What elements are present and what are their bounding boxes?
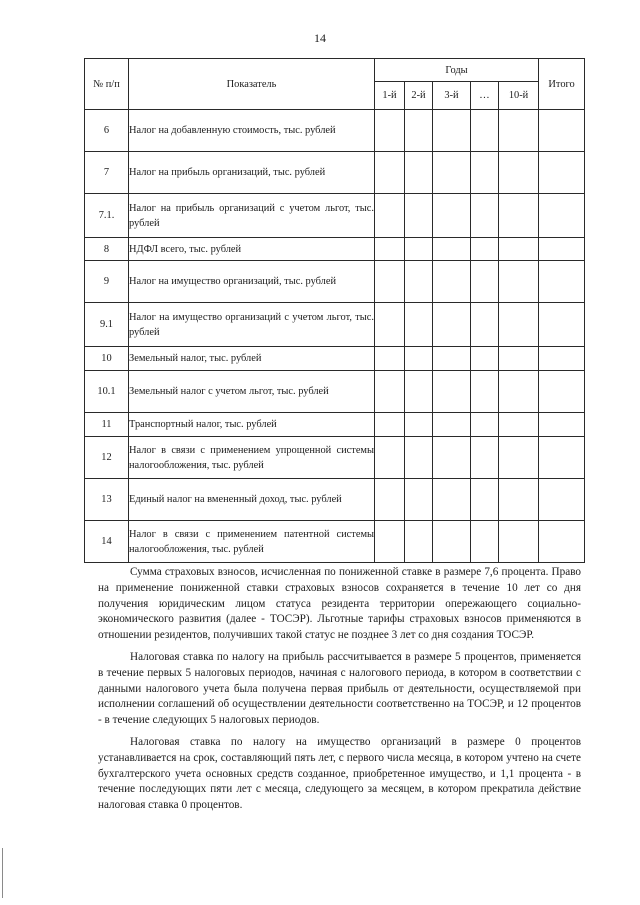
value-cell — [433, 238, 471, 261]
total-cell — [539, 521, 585, 563]
value-cell — [499, 371, 539, 413]
year-header-1: 1-й — [375, 82, 405, 110]
value-cell — [471, 110, 499, 152]
total-cell — [539, 261, 585, 303]
value-cell — [375, 261, 405, 303]
value-cell — [499, 303, 539, 347]
year-header-ellipsis: … — [471, 82, 499, 110]
value-cell — [405, 152, 433, 194]
value-cell — [433, 479, 471, 521]
indicator-label: Транспортный налог, тыс. рублей — [129, 413, 375, 437]
value-cell — [499, 194, 539, 238]
tax-indicators-table — [84, 58, 585, 563]
row-number: 13 — [85, 479, 129, 521]
paragraph-profit-tax-rate: Налоговая ставка по налогу на прибыль рассчитывается в размере 5 процентов, применяется в течение первых 5 налоговых периодов, начиная с налогового периода, в котором в соответствии с данными налогового учета была получена первая прибыль от деятельности, осуществляемой при исполнении соглашений об осуществлении деятельности соответственно на ТОСЭР, и 12 процентов - в течение следующих 5 налоговых периодов. — [98, 650, 581, 727]
total-cell — [539, 194, 585, 238]
value-cell — [433, 347, 471, 371]
value-cell — [405, 261, 433, 303]
value-cell — [471, 371, 499, 413]
total-column-header: Итого — [539, 59, 585, 110]
value-cell — [433, 437, 471, 479]
value-cell — [499, 152, 539, 194]
row-number: 11 — [85, 413, 129, 437]
value-cell — [499, 437, 539, 479]
page-number: 14 — [314, 31, 326, 45]
value-cell — [499, 238, 539, 261]
value-cell — [405, 413, 433, 437]
value-cell — [471, 238, 499, 261]
row-number: 14 — [85, 521, 129, 563]
table-row — [85, 413, 585, 437]
table-row — [85, 437, 585, 479]
num-column-header: № п/п — [85, 59, 129, 110]
value-cell — [433, 110, 471, 152]
year-header-10: 10-й — [499, 82, 539, 110]
value-cell — [471, 303, 499, 347]
value-cell — [375, 347, 405, 371]
value-cell — [471, 413, 499, 437]
value-cell — [375, 437, 405, 479]
total-cell — [539, 152, 585, 194]
indicator-label: Налог в связи с применением упрощенной системы налогообложения, тыс. рублей — [129, 437, 375, 479]
value-cell — [405, 110, 433, 152]
value-cell — [471, 521, 499, 563]
value-cell — [433, 413, 471, 437]
value-cell — [405, 479, 433, 521]
paragraph-insurance-contributions: Сумма страховых взносов, исчисленная по пониженной ставке в размере 7,6 процента. Право на применение пониженной ставки страховых взносов сохраняется в течение 10 лет со дня получения юридическим лицом статуса резидента территории опережающего социально-экономического развития (далее - ТОСЭР). Льготные тарифы страховых взносов применяются в отношении резидентов, получивших такой статус не позднее 3 лет со дня создания ТОСЭР. — [98, 566, 581, 642]
table-row — [85, 261, 585, 303]
value-cell — [499, 110, 539, 152]
value-cell — [375, 303, 405, 347]
value-cell — [471, 194, 499, 238]
row-number: 10.1 — [85, 371, 129, 413]
total-cell — [539, 238, 585, 261]
indicator-label: Налог на прибыль организаций с учетом льгот, тыс. рублей — [129, 194, 375, 238]
total-cell — [539, 371, 585, 413]
row-number: 7.1. — [85, 194, 129, 238]
table-row — [85, 479, 585, 521]
value-cell — [375, 521, 405, 563]
value-cell — [499, 347, 539, 371]
paragraph-property-tax-rate: Налоговая ставка по налогу на имущество организаций в размере 0 процентов устанавливается на срок, составляющий пять лет, с первого числа месяца, в котором учтено на счете бухгалтерского учета основных средств созданное, приобретенное имущество, и 1,1 процента - в течение последующих пяти лет с месяца, следующего за месяцем, в котором прекратила действие налоговая ставка 0 процентов. — [98, 735, 581, 812]
indicator-label: НДФЛ всего, тыс. рублей — [129, 238, 375, 261]
row-number: 12 — [85, 437, 129, 479]
indicator-label: Налог на имущество организаций с учетом льгот, тыс. рублей — [129, 303, 375, 347]
indicator-label: Земельный налог с учетом льгот, тыс. рублей — [129, 371, 375, 413]
table-row — [85, 194, 585, 238]
year-header-2: 2-й — [405, 82, 433, 110]
indicator-label: Земельный налог, тыс. рублей — [129, 347, 375, 371]
total-cell — [539, 479, 585, 521]
body-text — [98, 565, 581, 820]
indicator-label: Налог на добавленную стоимость, тыс. рублей — [129, 110, 375, 152]
total-cell — [539, 110, 585, 152]
indicator-label: Налог на прибыль организаций, тыс. рублей — [129, 152, 375, 194]
value-cell — [375, 238, 405, 261]
indicator-label: Налог в связи с применением патентной системы налогообложения, тыс. рублей — [129, 521, 375, 563]
indicator-label: Налог на имущество организаций, тыс. рублей — [129, 261, 375, 303]
table-row — [85, 347, 585, 371]
row-number: 9 — [85, 261, 129, 303]
row-number: 10 — [85, 347, 129, 371]
total-cell — [539, 437, 585, 479]
row-number: 6 — [85, 110, 129, 152]
total-cell — [539, 347, 585, 371]
value-cell — [499, 261, 539, 303]
row-number: 8 — [85, 238, 129, 261]
value-cell — [405, 194, 433, 238]
value-cell — [433, 261, 471, 303]
value-cell — [433, 371, 471, 413]
value-cell — [405, 521, 433, 563]
table-row — [85, 152, 585, 194]
table-row — [85, 521, 585, 563]
value-cell — [375, 110, 405, 152]
value-cell — [471, 347, 499, 371]
row-number: 7 — [85, 152, 129, 194]
value-cell — [433, 521, 471, 563]
value-cell — [405, 238, 433, 261]
value-cell — [375, 479, 405, 521]
value-cell — [471, 479, 499, 521]
value-cell — [433, 194, 471, 238]
table-row — [85, 110, 585, 152]
value-cell — [375, 371, 405, 413]
total-cell — [539, 303, 585, 347]
value-cell — [471, 152, 499, 194]
table-row — [85, 371, 585, 413]
total-cell — [539, 413, 585, 437]
value-cell — [375, 194, 405, 238]
years-group-header: Годы — [375, 59, 539, 82]
value-cell — [499, 413, 539, 437]
value-cell — [405, 437, 433, 479]
value-cell — [471, 261, 499, 303]
table-row — [85, 238, 585, 261]
indicator-label: Единый налог на вмененный доход, тыс. рублей — [129, 479, 375, 521]
value-cell — [499, 479, 539, 521]
value-cell — [471, 437, 499, 479]
indicator-column-header: Показатель — [129, 59, 375, 110]
value-cell — [375, 152, 405, 194]
value-cell — [405, 303, 433, 347]
row-number: 9.1 — [85, 303, 129, 347]
value-cell — [405, 347, 433, 371]
value-cell — [433, 152, 471, 194]
year-header-3: 3-й — [433, 82, 471, 110]
value-cell — [405, 371, 433, 413]
value-cell — [375, 413, 405, 437]
value-cell — [433, 303, 471, 347]
scan-margin-mark — [2, 848, 3, 898]
value-cell — [499, 521, 539, 563]
table-row — [85, 303, 585, 347]
